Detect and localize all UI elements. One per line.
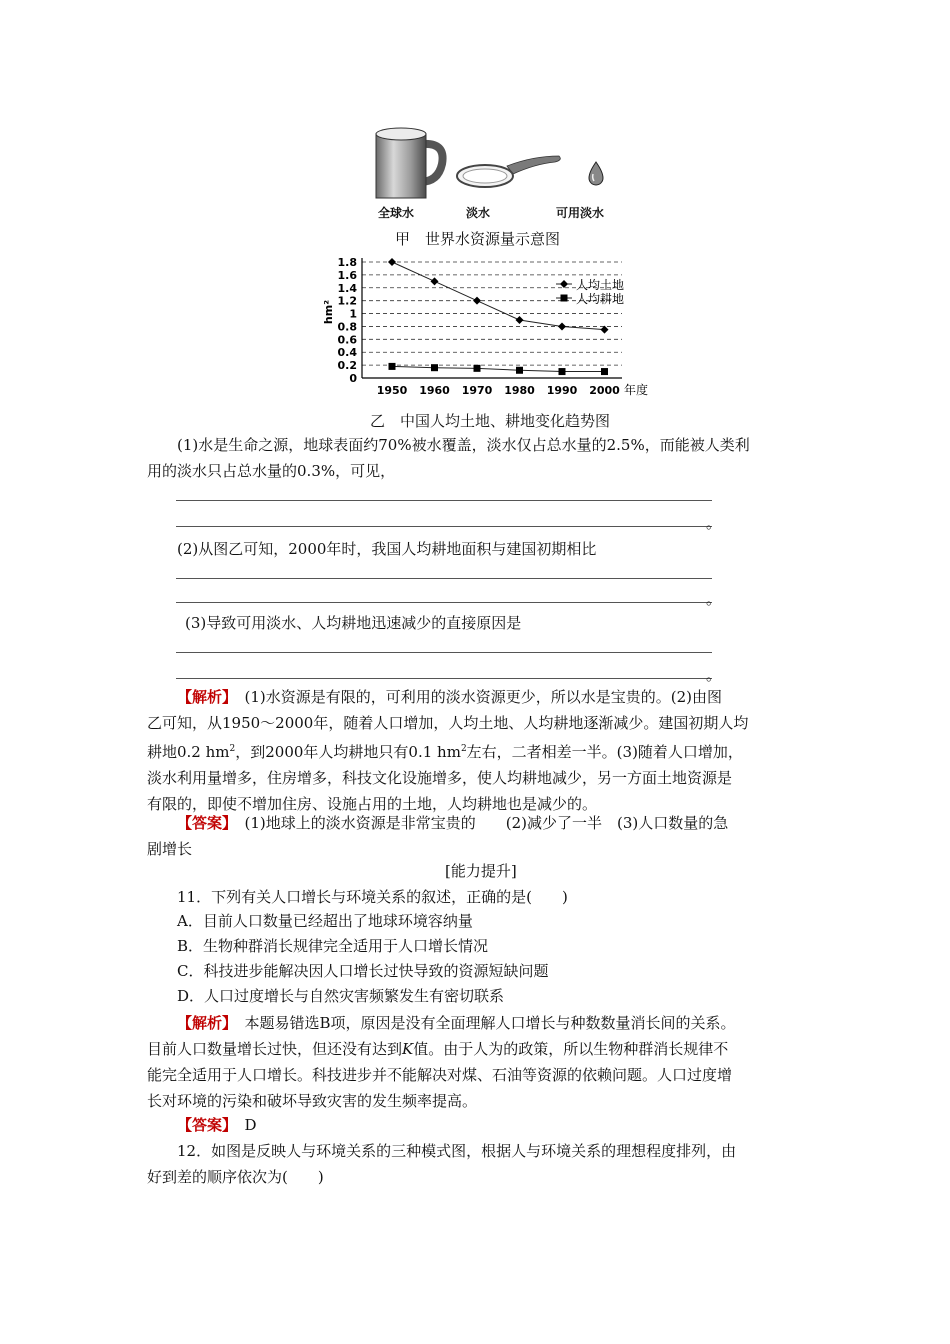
figure-water-resources — [360, 120, 620, 220]
answer-tag: 【答案】 — [177, 814, 230, 832]
section-title: [能力提升] — [445, 862, 517, 880]
q10-part3: (3)导致可用淡水、人均耕地迅速减少的直接原因是 — [185, 614, 522, 632]
analysis-text: 目前人口数量增长过快，但还没有达到K值。由于人为的政策，所以生物种群消长规律不 — [147, 1040, 729, 1058]
series-line-diamond — [392, 262, 605, 330]
x-tick-label: 1990 — [546, 384, 578, 397]
data-point-land — [601, 326, 609, 334]
legend-marker — [561, 295, 568, 302]
q10-part2: (2)从图乙可知，2000年时，我国人均耕地面积与建国初期相比 — [177, 540, 597, 558]
answer-tag: 【答案】 — [177, 1116, 230, 1134]
y-tick-label: 1.4 — [337, 281, 357, 295]
x-tick-label: 2000 — [589, 384, 620, 397]
legend-label: 人均耕地 — [576, 292, 625, 306]
analysis-text: 长对环境的污染和破坏导致灾害的发生频率提高。 — [147, 1092, 478, 1110]
answer-text: 剧增长 — [147, 840, 193, 858]
q10-part1-line2: 用的淡水只占总水量的0.3%，可见， — [147, 462, 396, 480]
data-point-farmland — [431, 364, 438, 371]
legend-marker — [560, 280, 568, 288]
q11-option-c: C．科技进步能解决因人口增长过快导致的资源短缺问题 — [177, 962, 549, 980]
data-point-land — [558, 322, 566, 330]
data-point-farmland — [516, 367, 523, 374]
data-point-land — [388, 258, 396, 266]
data-point-land — [473, 297, 481, 305]
q11-option-b: B．生物种群消长规律完全适用于人口增长情况 — [177, 937, 489, 955]
answer-period: 。 — [706, 666, 722, 684]
data-point-farmland — [601, 368, 608, 375]
q11-option-a: A．目前人口数量已经超出了地球环境容纳量 — [177, 912, 473, 930]
q12-stem-line2: 好到差的顺序依次为( ) — [147, 1168, 324, 1186]
analysis-text: 耕地0.2 $hm^2$，到2000年人均耕地只有0.1 $hm^2$左右，二者相差一半。(3)随着人口增加， — [147, 743, 743, 761]
analysis-text: 淡水利用量增多，住房增多，科技文化设施增多，使人均耕地减少，另一方面土地资源是 — [147, 769, 733, 787]
q11-stem: 11．下列有关人口增长与环境关系的叙述，正确的是( ) — [177, 888, 568, 906]
answer-line — [176, 500, 712, 501]
y-tick-label: 0 — [349, 372, 357, 385]
analysis-text: 能完全适用于人口增长。科技进步并不能解决对煤、石油等资源的依赖问题。人口过度增 — [147, 1066, 733, 1084]
analysis-text: 有限的，即使不增加住房、设施占用的土地，人均耕地也是减少的。 — [147, 795, 598, 813]
analysis-text: 本题易错选B项，原因是没有全面理解人口增长与种数数量消长间的关系。 — [229, 1014, 736, 1032]
figure-a-caption: 甲 世界水资源量示意图 — [395, 230, 561, 248]
y-axis-label: hm² — [322, 299, 335, 325]
y-tick-label: 0.6 — [337, 333, 357, 347]
answer-text: (1)地球上的淡水资源是非常宝贵的 (2)减少了一半 (3)人口数量的急 — [229, 814, 729, 832]
q10-answer — [147, 810, 807, 862]
q10-analysis — [147, 684, 807, 817]
q12-stem-line1: 12．如图是反映人与环境关系的三种模式图，根据人与环境关系的理想程度排列，由 — [177, 1142, 737, 1160]
q10-part1-line1: (1)水是生命之源，地球表面约70%被水覆盖，淡水仅占总水量的2.5%，而能被人类利 — [177, 436, 750, 454]
y-tick-label: 1.8 — [337, 256, 357, 269]
chart-title: 乙 中国人均土地、耕地变化趋势图 — [370, 412, 611, 430]
land-trend-chart — [320, 250, 680, 410]
x-axis-label: 年度 — [624, 383, 649, 397]
x-tick-label: 1970 — [461, 384, 493, 397]
data-point-land — [431, 277, 439, 285]
series-line-square — [392, 366, 605, 371]
label-global-water: 全球水 — [378, 206, 415, 220]
q11-option-d: D．人口过度增长与自然灾害频繁发生有密切联系 — [177, 987, 505, 1005]
answer-line — [176, 578, 712, 579]
answer-line — [176, 526, 712, 527]
data-point-farmland — [389, 363, 396, 370]
y-tick-label: 0.4 — [337, 346, 357, 360]
label-usable-fresh-water: 可用淡水 — [556, 206, 605, 220]
analysis-text: (1)水资源是有限的，可利用的淡水资源更少，所以水是宝贵的。(2)由图 — [229, 688, 723, 706]
x-tick-label: 1960 — [419, 384, 450, 397]
y-tick-label: 1 — [349, 307, 357, 321]
legend-label: 人均土地 — [576, 278, 625, 292]
q11-analysis — [147, 1010, 807, 1114]
analysis-tag: 【解析】 — [177, 1014, 230, 1032]
answer-line — [176, 678, 712, 679]
data-point-farmland — [559, 368, 566, 375]
y-tick-label: 0.2 — [337, 359, 357, 373]
x-tick-label: 1950 — [376, 384, 408, 397]
y-tick-label: 1.2 — [337, 294, 357, 308]
water-drop-icon — [586, 160, 606, 188]
answer-line — [176, 602, 712, 603]
data-point-land — [516, 316, 524, 324]
spoon-icon — [455, 150, 565, 192]
answer-text: D — [229, 1116, 257, 1134]
y-tick-label: 1.6 — [337, 268, 357, 282]
data-point-farmland — [474, 365, 481, 372]
answer-period: 。 — [706, 590, 722, 608]
mug-icon — [372, 126, 450, 202]
analysis-tag: 【解析】 — [177, 688, 230, 706]
y-tick-label: 0.8 — [337, 320, 357, 334]
answer-period: 。 — [706, 514, 722, 532]
x-tick-label: 1980 — [504, 384, 535, 397]
answer-line — [176, 652, 712, 653]
q11-answer — [147, 1112, 807, 1138]
analysis-text: 乙可知，从1950～2000年，随着人口增加，人均土地、人均耕地逐渐减少。建国初期人均 — [147, 714, 749, 732]
label-fresh-water: 淡水 — [466, 206, 491, 220]
